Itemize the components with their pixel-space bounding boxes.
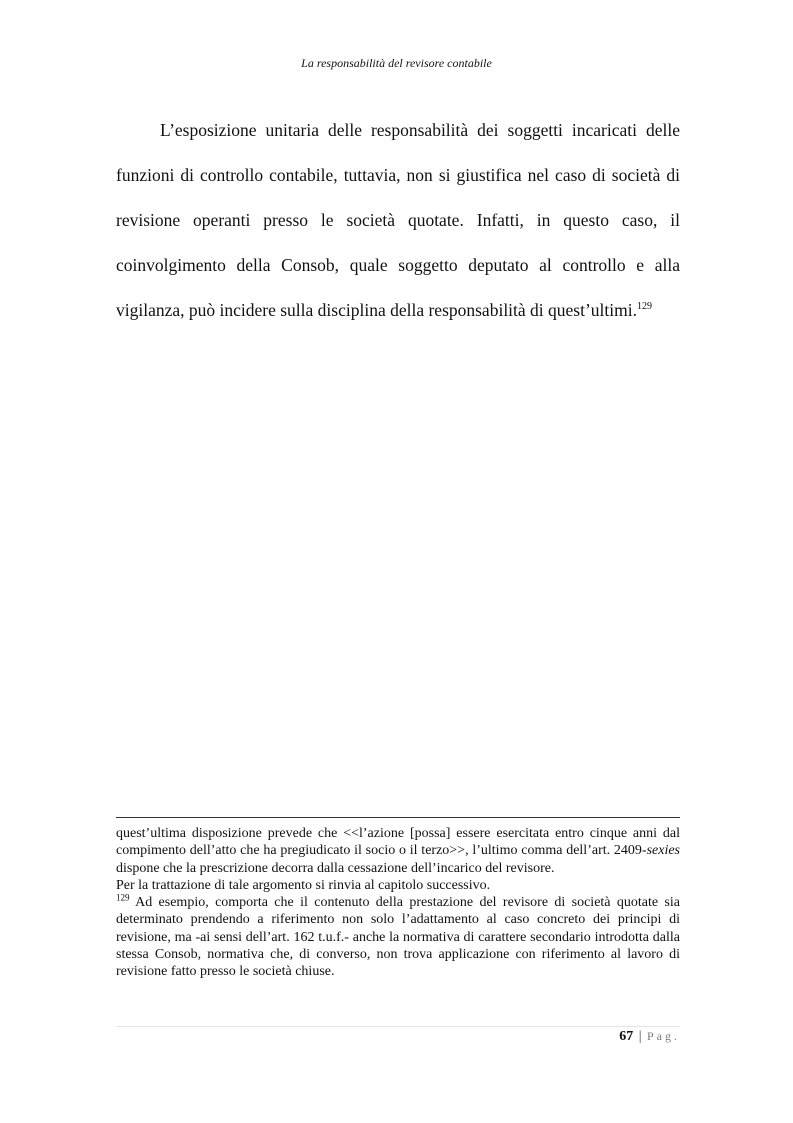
footnote-separator: [116, 817, 680, 818]
footnotes-area: [116, 825, 680, 981]
footnote-italic-term: sexies: [646, 843, 680, 859]
footnote-number: 129: [116, 892, 130, 903]
footnote-text: Ad esempio, comporta che il contenuto della prestazione del revisore di società quotate sia determinato prendendo a riferimento non solo l’adattamento al caso concreto dei principi di revisione, ma -ai sensi dell’art. 162 t.u.f.- anche la normativa di carattere secondario introdotta dalla stessa Consob, normativa che, di converso, non trova applicazione con riferimento al lavoro di revisione fatto presso le società chiuse.: [116, 895, 680, 980]
page-number: 67: [619, 1029, 634, 1044]
running-header: La responsabilità del revisore contabile: [301, 56, 492, 70]
footnote-continued-text-end: dispone che la prescrizione decorra dalla cessazione dell’incarico del revisore.: [116, 860, 555, 876]
footnote-129: [116, 894, 680, 980]
footnote-continued-line: Per la trattazione di tale argomento si rinvia al capitolo successivo.: [116, 877, 491, 893]
footnote-continued: [116, 825, 680, 877]
body-paragraph: [116, 108, 680, 333]
main-text: [116, 108, 680, 333]
paragraph-text: L’esposizione unitaria delle responsabilità dei soggetti incaricati delle funzioni di controllo contabile, tuttavia, non si giustifica nel caso di società di revisione operanti presso le società quotate. Infatti, in questo caso, il coinvolgimento della Consob, quale soggetto deputato al controllo e alla vigilanza, può incidere sulla disciplina della responsabilità di quest’ultimi.: [116, 120, 680, 320]
footer-rule: [116, 1026, 680, 1027]
footnote-reference[interactable]: 129: [636, 301, 652, 313]
footnote-continued-text: quest’ultima disposizione prevede che <<l’azione [possa] essere esercitata entro cinque anni dal compimento dell’atto che ha pregiudicato il socio o il terzo>>, l’ultimo comma dell’art. 2409-: [116, 826, 680, 859]
page-label: Pag.: [647, 1029, 680, 1043]
page-number-footer: [619, 1029, 680, 1045]
page-separator: |: [638, 1029, 642, 1044]
